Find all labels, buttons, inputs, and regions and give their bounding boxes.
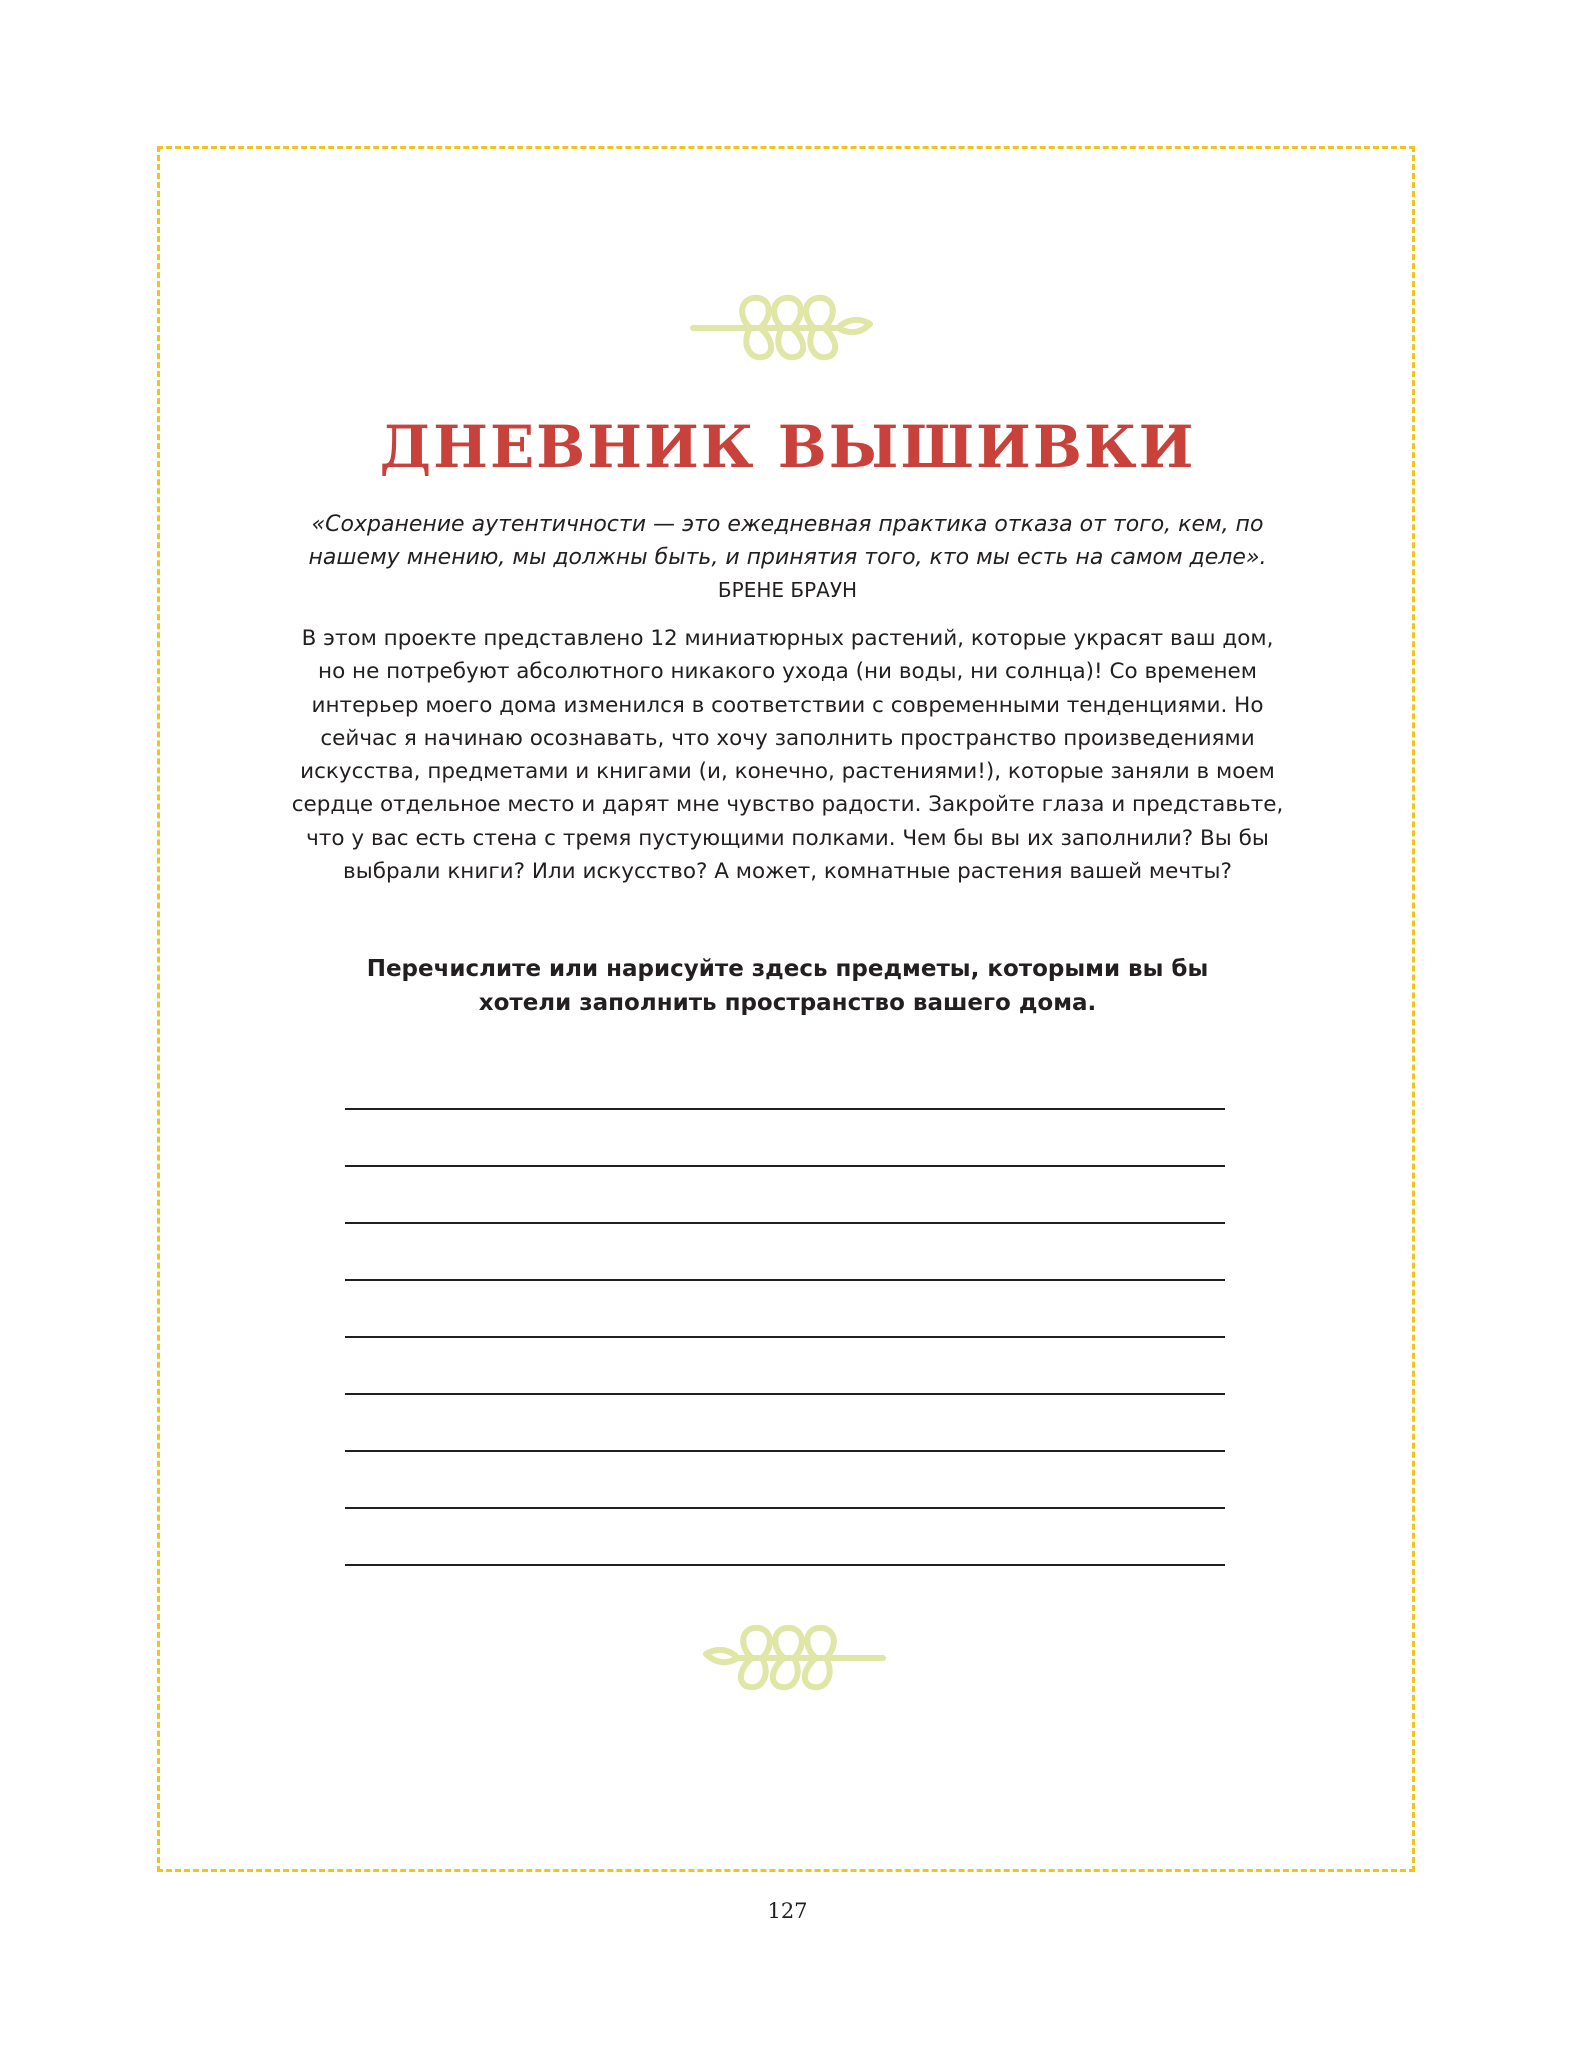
- writing-line[interactable]: [345, 1564, 1225, 1566]
- page-number: 127: [767, 1899, 808, 1923]
- writing-line[interactable]: [345, 1507, 1225, 1509]
- writing-line[interactable]: [345, 1279, 1225, 1281]
- quote-author: БРЕНЕ БРАУН: [717, 578, 858, 602]
- leaf-sprig-icon: [688, 288, 878, 368]
- writing-line[interactable]: [345, 1222, 1225, 1224]
- writing-line[interactable]: [345, 1393, 1225, 1395]
- writing-line[interactable]: [345, 1108, 1225, 1110]
- page-title: ДНЕВНИК ВЫШИВКИ: [379, 413, 1196, 481]
- epigraph-quote: «Сохранение аутентичности — это ежедневная практика отказа от того, кем, по нашему мнению, мы должны быть, и принятия того, кто мы есть на самом деле».: [308, 512, 1267, 570]
- writing-line[interactable]: [345, 1165, 1225, 1167]
- body-paragraph: В этом проекте представлено 12 миниатюрных растений, которые украсят ваш дом, но не потребуют абсолютного никакого ухода (ни воды, ни солнца)! Со временем интерьер моего дома изменился в соответствии с современными тенденциями. Но сейчас я начинаю осознавать, что хочу заполнить пространство произведениями искусства, предметами и книгами (и, конечно, растениями!), которые заняли в моем сердце отдельное место и дарят мне чувство радости. Закройте глаза и представьте, что у вас есть стена с тремя пустующими полками. Чем бы вы их заполнили? Вы бы выбрали книги? Или искусство? А может, комнатные растения вашей мечты?: [291, 626, 1284, 885]
- writing-line[interactable]: [345, 1450, 1225, 1452]
- writing-line[interactable]: [345, 1336, 1225, 1338]
- writing-prompt: Перечислите или нарисуйте здесь предметы, которыми вы бы хотели заполнить пространство вашего дома.: [366, 956, 1209, 1016]
- leaf-sprig-icon: [698, 1618, 888, 1698]
